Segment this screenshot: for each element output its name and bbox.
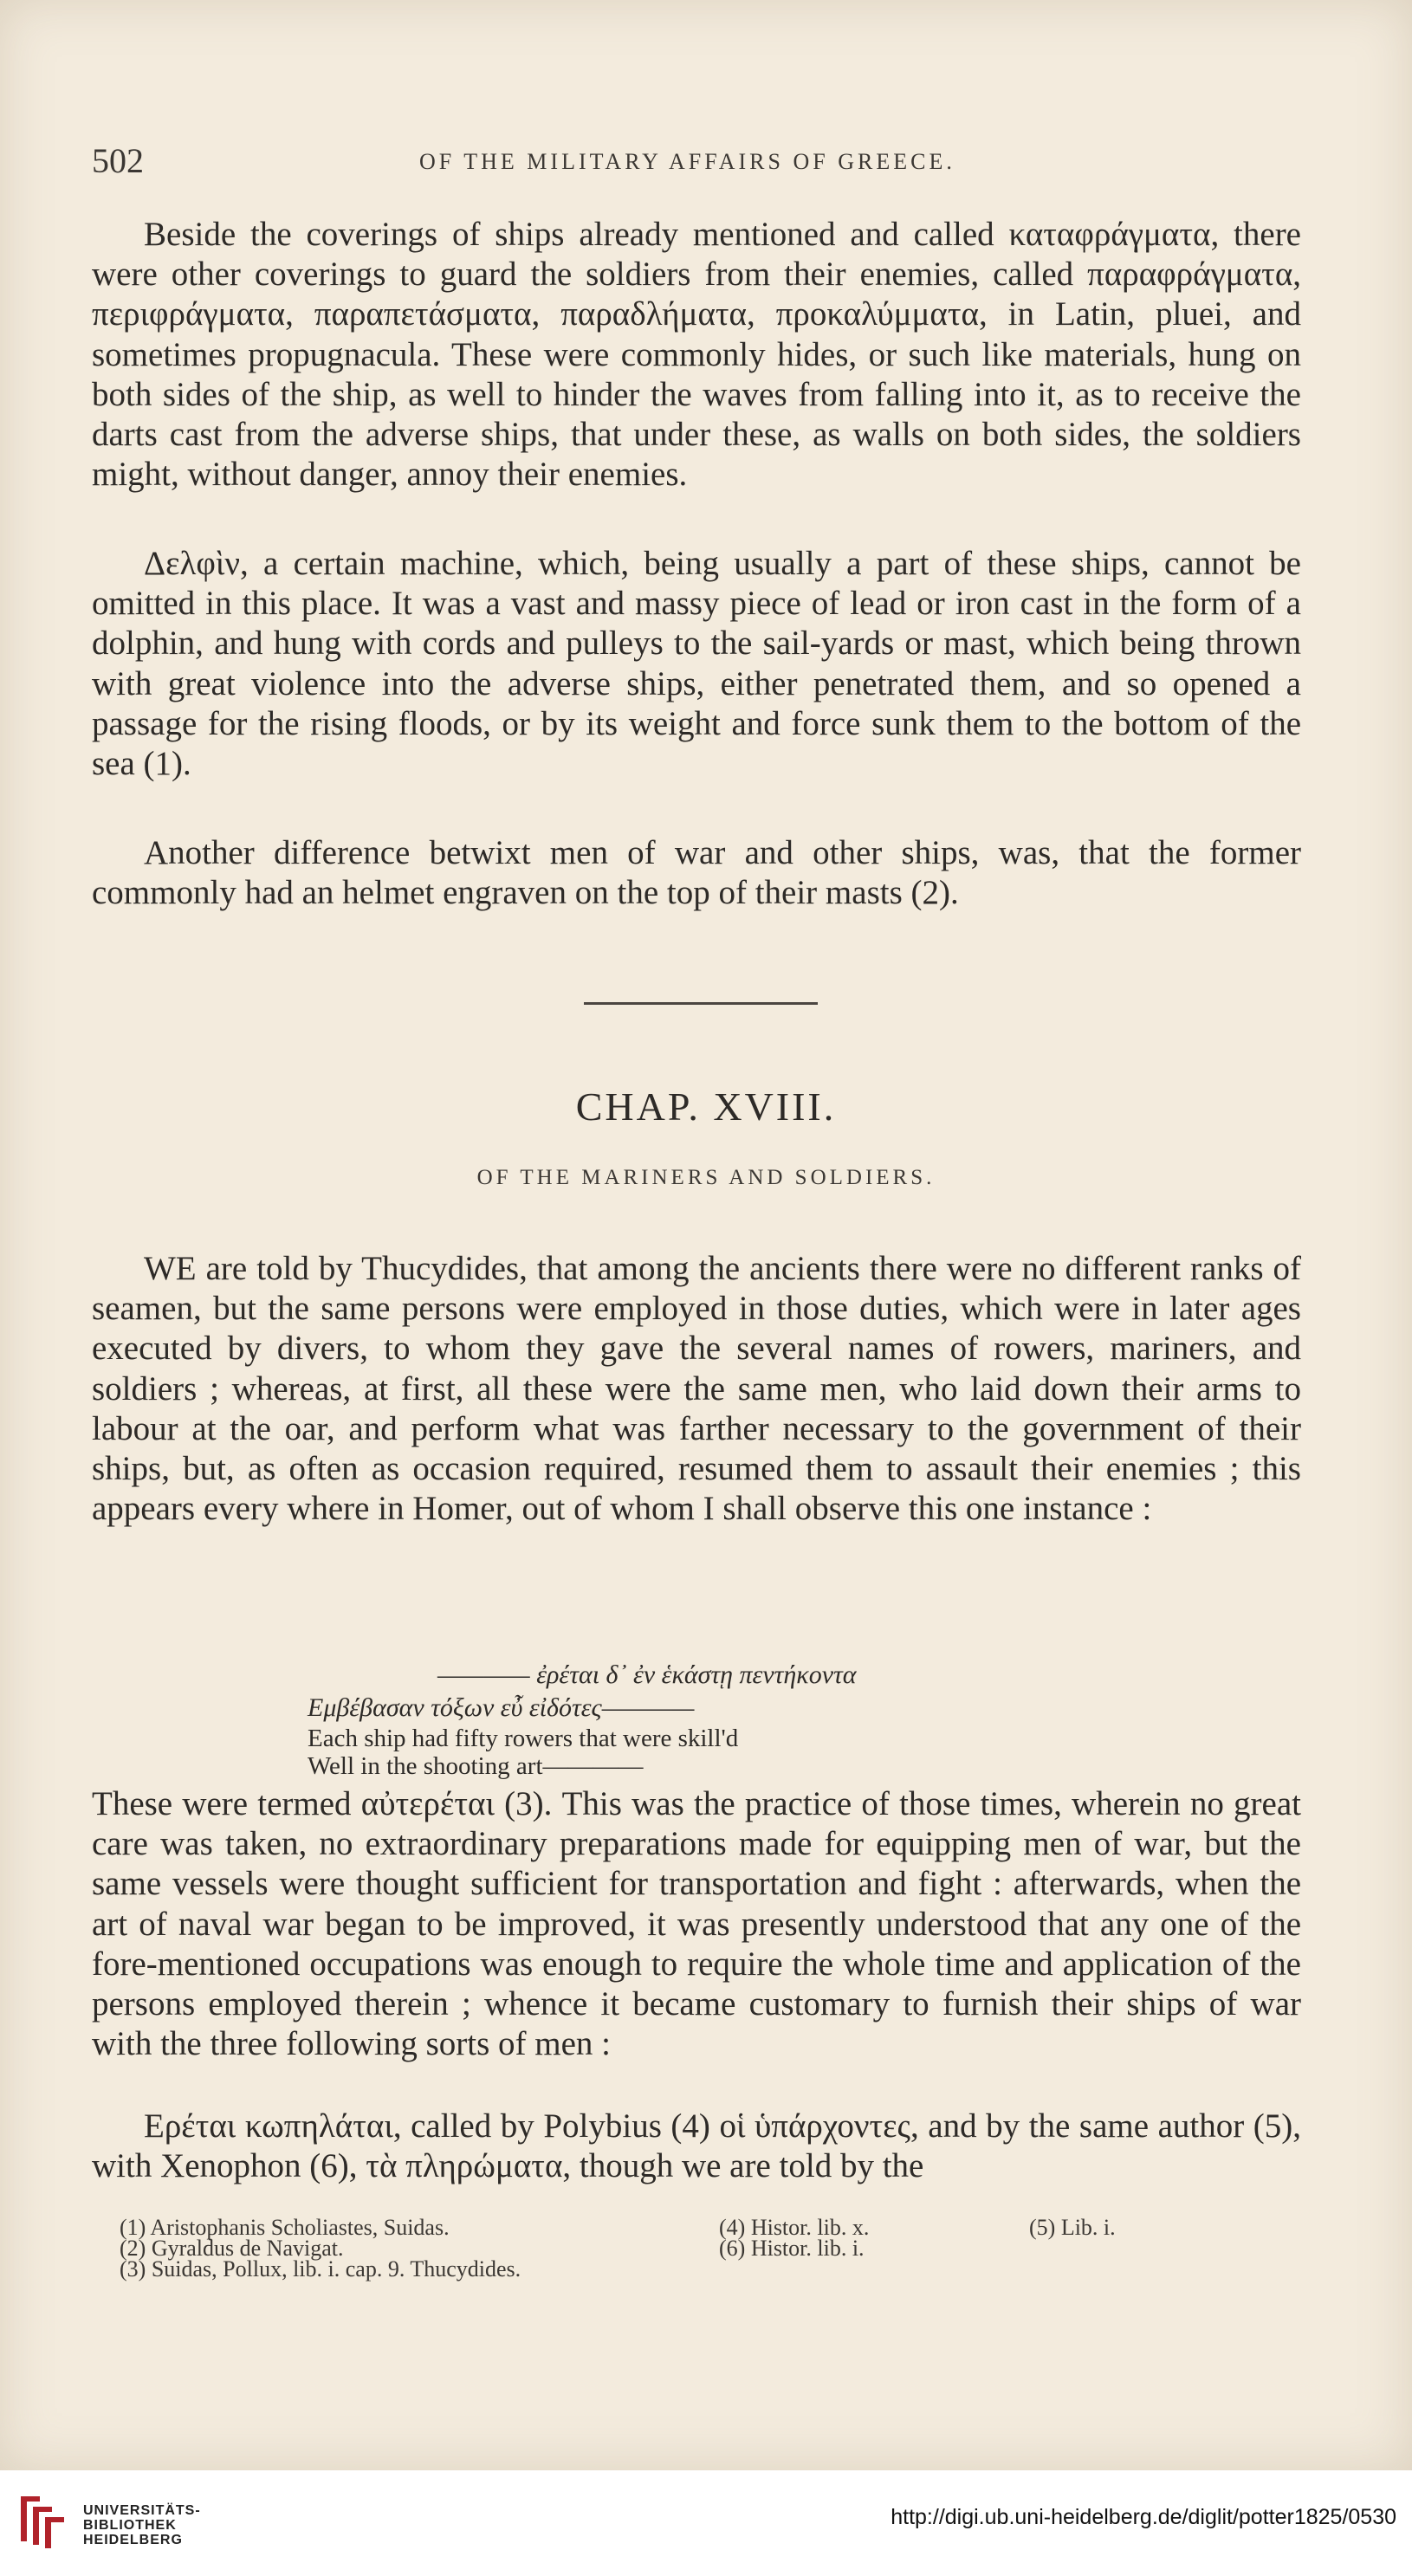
chapter-subtitle: OF THE MARINERS AND SOLDIERS. — [476, 1166, 936, 1189]
paragraph-coverings — [92, 215, 1301, 495]
digitization-footer — [0, 2470, 1412, 2576]
paragraph-text: WE are told by Thucydides, that among the ancients there were no different ranks of seamen, but the same persons were employed in those duties, which were in later ages executed by divers, to whom they gave the several names of rowers, mariners, and soldiers ; whereas, at first, all these were the same men, who laid down their arms to labour at the oar, and perform what was farther necessary to the government of their ships, but, as often as occasion required, resumed them to assault their enemies ; this appears every where in Homer, out of whom I shall observe this one instance : — [92, 1250, 1301, 1528]
chapter-title: CHAP. XVIII. — [575, 1084, 837, 1129]
section-divider — [584, 1002, 818, 1005]
paragraph-helmet — [92, 833, 1301, 913]
page-header — [92, 140, 1305, 184]
footnote: (5) Lib. i. — [1029, 2215, 1116, 2240]
paragraph-text: Ερέται κωπηλάται, called by Polybius (4) οἱ ὑπάρχοντες, and by the same author (5), with Xenophon (6), τὰ πληρώματα, though we are told by the — [92, 2107, 1301, 2185]
paragraph-eretai — [92, 2107, 1301, 2186]
paragraph-autoretai — [92, 1784, 1301, 2064]
verse-quotation — [308, 1659, 931, 1780]
paragraph-text: These were termed αὐτερέται (3). This was the practice of those times, wherein no great care was taken, no extraordinary preparations made for equipping men of war, but the same vessels were thought sufficient for transportation and fight : afterwards, when the art of naval war began to be improved, it was presently understood that any one of the fore-mentioned occupations was enough to require the whole time and application of the persons employed therein ; whence it became customary to furnish their ships of war with the three following sorts of men : — [92, 1785, 1301, 2063]
footnote: (4) Histor. lib. x. — [719, 2215, 870, 2240]
footnote: (2) Gyraldus de Navigat. — [120, 2236, 344, 2261]
paragraph-dolphin — [92, 544, 1301, 784]
paragraph-thucydides — [92, 1249, 1301, 1529]
verse-translation-line: Well in the shooting art———— — [308, 1752, 644, 1780]
paragraph-text: Δελφὶν, a certain machine, which, being usually a part of these ships, cannot be omitted in this place. It was a vast and massy piece of lead or iron cast in the form of a dolphin, and hung with cords and pulleys to the sail-yards or mast, which being thrown with great violence into the adverse ships, either penetrated them, and so opened a passage for the rising floods, or by its weight and force sunk them to the bottom of the sea (1). — [92, 545, 1301, 783]
source-url-link[interactable]: http://digi.ub.uni-heidelberg.de/diglit/potter1825/0530 — [891, 2505, 1396, 2529]
paragraph-text: Another difference betwixt men of war and other ships, was, that the former commonly had an helmet engraven on the top of their masts (2). — [92, 834, 1301, 912]
heidelberg-library-logo-icon — [16, 2489, 69, 2550]
running-head: OF THE MILITARY AFFAIRS OF GREECE. — [419, 149, 955, 174]
page-number: 502 — [92, 141, 144, 180]
verse-greek-line: Εμβέβασαν τόξων εὖ εἰδότες———— — [308, 1693, 695, 1722]
verse-translation-line: Each ship had fifty rowers that were skill'd — [308, 1725, 739, 1752]
footnote: (1) Aristophanis Scholiastes, Suidas. — [120, 2215, 450, 2240]
library-name: UNIVERSITÄTS- BIBLIOTHEK HEIDELBERG — [83, 2503, 201, 2547]
footnote: (6) Histor. lib. i. — [719, 2236, 865, 2261]
paragraph-text: Beside the coverings of ships already mentioned and called καταφράγματα, there were other coverings to guard the soldiers from their enemies, called παραφράγματα, περιφράγματα, παραπετάσματα, παραδλήματα, προκαλύμματα, in Latin, pluei, and sometimes propugnacula. These were commonly hides, or such like materials, hung on both sides of the ship, as well to hinder the waves from falling into it, as to receive the darts cast from the adverse ships, that under these, as walls on both sides, the soldiers might, without danger, annoy their enemies. — [92, 216, 1301, 494]
footnote: (3) Suidas, Pollux, lib. i. cap. 9. Thucydides. — [120, 2256, 521, 2282]
verse-greek-line: ———— ἐρέται δ᾽ ἐν ἑκάστῃ πεντήκοντα — [437, 1660, 857, 1689]
